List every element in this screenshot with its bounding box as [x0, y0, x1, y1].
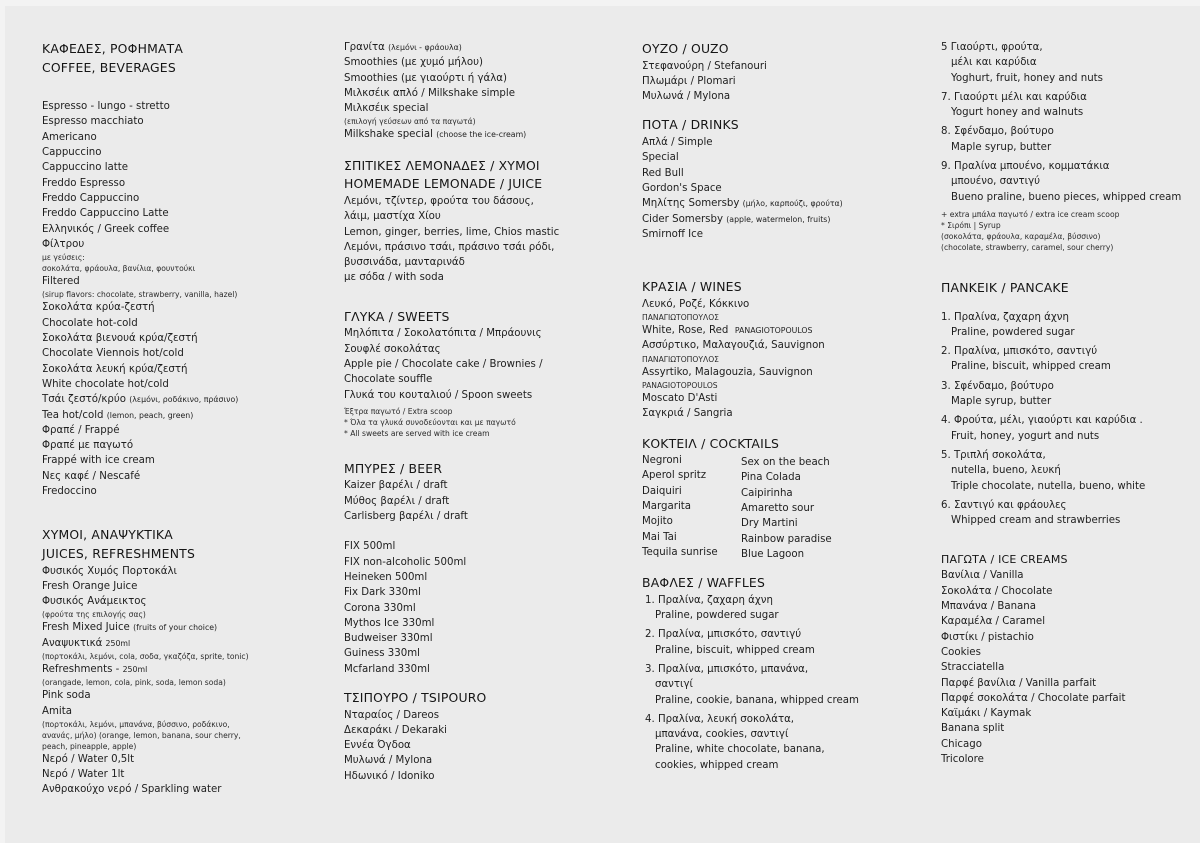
menu-item: Μύθος βαρέλι / draft [344, 495, 450, 507]
section-title-waffles: ΒΑΦΛΕΣ / WAFFLES [642, 575, 766, 591]
menu-item: Smirnoff Ice [642, 228, 704, 240]
menu-item: Φυσικός Ανάμεικτος [42, 596, 147, 608]
cocktail-item: Margarita [642, 501, 692, 513]
menu-item: Νες καφέ / Nescafé [42, 470, 141, 482]
numbered-menu-item [645, 593, 912, 624]
menu-item: Νερό / Water 1lt [42, 769, 125, 781]
cocktail-item: Aperol spritz [642, 470, 707, 482]
numbered-menu-item [941, 310, 1196, 341]
cocktail-item: Mai Tai [642, 531, 677, 543]
menu-item: Μιλκσέικ απλό / Milkshake simple [344, 87, 515, 99]
menu-item: Ελληνικός / Greek coffee [42, 223, 170, 235]
numbered-menu-item [941, 344, 1196, 375]
item-name-en: Maple syrup, butter [951, 396, 1052, 408]
item-name-en: cookies, whipped cream [655, 759, 779, 771]
section-title-juices-en: JUICES, REFRESHMENTS [42, 545, 196, 561]
menu-item: Σοκολάτα κρύα-ζεστή [42, 302, 155, 314]
cocktail-item: Amaretto sour [741, 503, 815, 515]
cocktail-item: Negroni [642, 455, 682, 467]
menu-item: Milkshake special (choose the ice-cream) [344, 129, 527, 141]
menu-item: Special [642, 152, 679, 164]
menu-item: Λευκό, Ροζέ, Κόκκινο [642, 298, 750, 310]
cocktail-item: Pina Colada [741, 472, 801, 484]
menu-item: Fix Dark 330ml [344, 587, 421, 599]
numbered-menu-item [941, 124, 1196, 155]
section-title-juices-gr: ΧΥΜΟΙ, ΑΝΑΨΥΚΤΙΚΑ [42, 527, 173, 543]
menu-item: Red Bull [642, 167, 684, 179]
menu-item: Αναψυκτικά 250ml [42, 637, 131, 649]
menu-item: Παρφέ βανίλια / Vanilla parfait [941, 677, 1097, 689]
menu-item: Kaizer βαρέλι / draft [344, 480, 448, 492]
item-name-gr: μέλι και καρύδια [951, 57, 1037, 69]
item-name-en: Triple chocolate, nutella, bueno, white [951, 480, 1146, 492]
menu-item: White chocolate hot/cold [42, 378, 169, 390]
filter-note: με γεύσεις: [42, 253, 85, 263]
section-title-wines: ΚΡΑΣΙΑ / WINES [642, 279, 742, 295]
menu-item: Tricolore [941, 753, 984, 765]
section-title-coffee-gr: ΚΑΦΕΔΕΣ, ΡΟΦΗΜΑΤΑ [42, 41, 184, 56]
menu-item: Δεκαράκι / Dekaraki [344, 724, 447, 736]
menu-item: Τσάι ζεστό/κρύο (λεμόνι, ροδάκινο, πράσινο) [42, 394, 239, 406]
menu-item: Refreshments - 250ml [42, 663, 148, 675]
menu-item: Banana split [941, 723, 1005, 735]
extras-note: + extra μπάλα παγωτό / extra ice cream scoop [941, 209, 1120, 219]
item-name-gr: 9. Πραλίνα μπουένο, κομματάκια [941, 161, 1110, 173]
menu-column-1 [42, 40, 312, 798]
item-note: (πορτοκάλι, λεμόνι, μπανάνα, βύσσινο, ροδάκινο, [42, 719, 230, 729]
menu-item: Filtered [42, 276, 80, 288]
menu-item: Μυλωνά / Mylona [642, 91, 731, 103]
menu-item: Heineken 500ml [344, 571, 428, 583]
menu-item: Cappuccino [42, 147, 102, 159]
menu-item: Chocolate hot-cold [42, 317, 138, 329]
item-name-en: Whipped cream and strawberries [951, 515, 1121, 527]
cocktail-item: Dry Martini [741, 518, 798, 530]
menu-item: Πλωμάρι / Plomari [642, 75, 736, 87]
menu-column-3 [642, 40, 912, 777]
menu-item: Tea hot/cold (lemon, peach, green) [42, 409, 194, 421]
menu-item: Gordon's Space [642, 182, 722, 194]
menu-item: Παρφέ σοκολάτα / Chocolate parfait [941, 692, 1126, 704]
filtered-flavors-en: (sirup flavors: chocolate, strawberry, vanilla, hazel) [42, 290, 238, 300]
item-name-en: Yogurt honey and walnuts [951, 107, 1084, 119]
menu-column-2 [344, 40, 604, 784]
menu-item: FIX 500ml [344, 541, 396, 553]
numbered-menu-item [941, 40, 1196, 86]
menu-item: Φίλτρου [42, 238, 85, 250]
menu-item: Amita [42, 705, 72, 717]
menu-item: Στεφανούρη / Stefanouri [642, 60, 767, 72]
item-name-en: Yoghurt, fruit, honey and nuts [951, 72, 1103, 84]
section-title-pancake: ΠΑΝΚΕΙΚ / PANCAKE [941, 279, 1069, 295]
menu-item: Φραπέ / Frappé [42, 424, 120, 436]
menu-item: Βανίλια / Vanilla [941, 570, 1024, 582]
wine-producer: ΠΑΝΑΓΙΩΤΟΠΟΥΛΟΣ [642, 354, 719, 364]
menu-item: Λεμόνι, πράσινο τσάι, πράσινο τσάι ρόδι, [344, 241, 555, 253]
menu-item: Moscato D'Asti [642, 392, 718, 404]
menu-item: Espresso - lungo - stretto [42, 101, 170, 113]
section-title-lemonade-gr: ΣΠΙΤΙΚΕΣ ΛΕΜΟΝΑΔΕΣ / ΧΥΜΟΙ [344, 157, 540, 173]
menu-item: Εννέα Όγδοα [344, 740, 411, 752]
item-name-gr: 8. Σφένδαμο, βούτυρο [941, 126, 1054, 138]
menu-item: Chocolate souffle [344, 374, 433, 386]
menu-item: Καραμέλα / Caramel [941, 616, 1046, 628]
item-name-gr: 1. Πραλίνα, ζαχαρη άχνη [645, 594, 773, 606]
menu-item: Cookies [941, 646, 981, 658]
menu-item: Απλά / Simple [642, 137, 713, 149]
menu-item: Ανθρακούχο νερό / Sparkling water [42, 784, 222, 796]
numbered-menu-item [645, 627, 912, 658]
item-name-en: Bueno praline, bueno pieces, whipped cream [951, 191, 1182, 203]
numbered-menu-item [941, 413, 1196, 444]
section-title-ouzo: ΟΥΖΟ / OUZO [642, 41, 729, 56]
wine-producer: ΠΑΝΑΓΙΩΤΟΠΟΥΛΟΣ [642, 313, 719, 323]
cocktail-item: Mojito [642, 516, 673, 528]
item-name-gr: 1. Πραλίνα, ζαχαρη άχνη [941, 311, 1069, 323]
item-name-gr: σαντιγί [655, 679, 693, 691]
menu-item: Σουφλέ σοκολάτας [344, 343, 441, 355]
menu-column-4 [941, 40, 1196, 767]
item-name-gr: 4. Φρούτα, μέλι, γιαούρτι και καρύδια . [941, 415, 1143, 427]
menu-item: Μυλωνά / Mylona [344, 755, 433, 767]
menu-item: Fredoccino [42, 486, 97, 498]
menu-item: Apple pie / Chocolate cake / Brownies / [344, 358, 543, 370]
menu-item: Φραπέ με παγωτό [42, 440, 134, 452]
menu-item: Cider Somersby (apple, watermelon, fruits) [642, 213, 831, 225]
menu-item: Mcfarland 330ml [344, 663, 430, 675]
section-title-icecream: ΠΑΓΩΤΑ / ICE CREAMS [941, 553, 1068, 567]
item-name-en: Fruit, honey, yogurt and nuts [951, 430, 1100, 442]
menu-item: Μιλκσέικ special [344, 103, 429, 115]
menu-item: Chocolate Viennois hot/cold [42, 348, 184, 360]
item-note: (φρούτα της επιλογής σας) [42, 610, 146, 620]
numbered-menu-item [645, 712, 912, 773]
item-name-gr: 3. Πραλίνα, μπισκότο, μπανάνα, [645, 663, 809, 675]
cocktail-item: Rainbow paradise [741, 533, 832, 545]
wine-producer: PANAGIOTOPOULOS [642, 380, 718, 390]
menu-item: White, Rose, Red PANAGIOTOPOULOS [642, 325, 813, 337]
numbered-menu-item [941, 90, 1196, 121]
sweets-note: * Όλα τα γλυκά συνοδεύονται και με παγωτό [344, 417, 516, 427]
menu-item: Σοκολάτα βιενουά κρύα/ζεστή [42, 333, 198, 345]
section-title-coffee-en: COFFEE, BEVERAGES [42, 59, 176, 75]
menu-item: Cappuccino latte [42, 162, 129, 174]
menu-item: Carlisberg βαρέλι / draft [344, 511, 468, 523]
menu-item: Espresso macchiato [42, 116, 144, 128]
numbered-menu-item [645, 662, 912, 708]
sweets-note: Έξτρα παγωτό / Extra scoop [344, 406, 453, 416]
menu-item: Frappé with ice cream [42, 455, 155, 467]
item-name-gr: 5 Γιαούρτι, φρούτα, [941, 42, 1043, 53]
menu-item: Corona 330ml [344, 602, 416, 614]
menu-item: Γλυκά του κουταλιού / Spoon sweets [344, 389, 533, 401]
menu-item: Guiness 330ml [344, 648, 420, 660]
cocktail-item: Daiquiri [642, 485, 682, 497]
cocktail-item: Blue Lagoon [741, 548, 805, 560]
item-name-en: Praline, powdered sugar [951, 326, 1075, 338]
menu-item: FIX non-alcoholic 500ml [344, 556, 467, 568]
cocktails-list [642, 453, 912, 562]
extras-note: (σοκολάτα, φράουλα, καραμέλα, βύσσινο) [941, 231, 1101, 241]
menu-item: Ασσύρτικο, Μαλαγουζιά, Sauvignon [642, 340, 825, 352]
menu-item: Americano [42, 131, 97, 143]
cocktail-item: Tequila sunrise [642, 546, 718, 558]
menu-item: Ηδωνικό / Idoniko [344, 770, 435, 782]
menu-item: Smoothies (με χυμό μήλου) [344, 57, 483, 69]
menu-item: Σαγκριά / Sangria [642, 408, 733, 420]
menu-item: Λεμόνι, τζίντερ, φρούτα του δάσους, [344, 195, 534, 207]
menu-item: Γρανίτα (λεμόνι - φράουλα) [344, 42, 462, 53]
item-note: ανανάς, μήλο) (orange, lemon, banana, sour cherry, [42, 730, 241, 740]
item-name-gr: μπανάνα, cookies, σαντιγί [655, 729, 789, 741]
menu-item: με σόδα / with soda [344, 272, 444, 284]
item-name-gr: nutella, bueno, λευκή [951, 465, 1061, 477]
sweets-note: * All sweets are served with ice cream [344, 428, 490, 438]
item-note: (πορτοκάλι, λεμόνι, cola, σοδα, γκαζόζα, sprite, tonic) [42, 651, 249, 661]
item-name-gr: μπουένο, σαντιγύ [951, 176, 1041, 188]
section-title-drinks: ΠΟΤΑ / DRINKS [642, 117, 739, 133]
menu-item: Stracciatella [941, 662, 1005, 674]
menu-item: Freddo Espresso [42, 177, 126, 189]
extras-note: * Σιρόπι | Syrup [941, 220, 1001, 230]
menu-item: Budweiser 330ml [344, 633, 433, 645]
item-name-gr: 3. Σφένδαμο, βούτυρο [941, 380, 1054, 392]
item-name-gr: 2. Πραλίνα, μπισκότο, σαντιγύ [941, 346, 1098, 358]
item-note: (orangade, lemon, cola, pink, soda, lemon soda) [42, 678, 226, 688]
cocktail-item: Sex on the beach [741, 457, 830, 469]
item-name-gr: 5. Τριπλή σοκολάτα, [941, 449, 1046, 461]
menu-item: Μηλίτης Somersby (μήλο, καρπούζι, φρούτα) [642, 198, 843, 210]
menu-item: Mythos Ice 330ml [344, 617, 435, 629]
numbered-menu-item [941, 379, 1196, 410]
menu-item: Νταραίος / Dareos [344, 709, 440, 721]
item-name-en: Maple syrup, butter [951, 141, 1052, 153]
menu-item: Freddo Cappuccino [42, 192, 140, 204]
numbered-menu-item [941, 498, 1196, 529]
menu-item: Σοκολάτα / Chocolate [941, 585, 1053, 597]
section-title-tsipouro: ΤΣΙΠΟΥΡΟ / TSIPOURO [344, 689, 487, 705]
menu-item: Μπανάνα / Banana [941, 601, 1036, 613]
menu-item: Fresh Mixed Juice (fruits of your choice) [42, 622, 218, 634]
menu-item: Lemon, ginger, berries, lime, Chios mastic [344, 226, 560, 238]
menu-item: λάιμ, μαστίχα Χίου [344, 211, 441, 223]
item-note: (επιλογή γεύσεων από τα παγωτά) [344, 117, 476, 127]
menu-item: Νερό / Water 0,5lt [42, 753, 135, 765]
item-note: peach, pineapple, apple) [42, 741, 137, 751]
item-name-gr: 4. Πραλίνα, λευκή σοκολάτα, [645, 713, 795, 725]
menu-item: Φυσικός Χυμός Πορτοκάλι [42, 565, 177, 577]
section-title-lemonade-en: HOMEMADE LEMONADE / JUICE [344, 176, 543, 192]
item-name-en: Praline, biscuit, whipped cream [655, 644, 815, 656]
cocktail-item: Caipirinha [741, 487, 793, 499]
item-name-gr: 6. Σαντιγύ και φράουλες [941, 499, 1067, 511]
section-title-cocktails: ΚΟΚΤΕΙΛ / COCKTAILS [642, 435, 780, 451]
section-title-sweets: ΓΛΥΚΑ / SWEETS [344, 308, 450, 324]
extras-note: (chocolate, strawberry, caramel, sour cherry) [941, 242, 1114, 252]
menu-item: Chicago [941, 738, 982, 750]
menu-item: Freddo Cappuccino Latte [42, 208, 169, 220]
item-name-en: Praline, white chocolate, banana, [655, 744, 825, 756]
menu-item: Μηλόπιτα / Σοκολατόπιτα / Μπράουνις [344, 328, 542, 340]
filter-flavors-gr: σοκολάτα, φράουλα, βανίλια, φουντούκι [42, 264, 196, 274]
numbered-menu-item [941, 448, 1196, 494]
menu-item: Σοκολάτα λευκή κρύα/ζεστή [42, 363, 188, 375]
item-name-en: Praline, powdered sugar [655, 610, 779, 622]
menu-item: Καϊμάκι / Kaymak [941, 708, 1032, 720]
menu-item: Φιστίκι / pistachio [941, 631, 1034, 643]
menu-item: Pink soda [42, 690, 91, 702]
item-name-en: Praline, cookie, banana, whipped cream [655, 694, 859, 706]
menu-item: Fresh Orange Juice [42, 580, 138, 592]
item-name-gr: 7. Γιαούρτι μέλι και καρύδια [941, 91, 1087, 103]
menu-item: Assyrtiko, Malagouzia, Sauvignon [642, 366, 813, 378]
section-title-beer: ΜΠΥΡΕΣ / BEER [344, 460, 443, 476]
menu-item: Smoothies (με γιαούρτι ή γάλα) [344, 72, 507, 84]
numbered-menu-item [941, 159, 1196, 205]
menu-item: βυσσινάδα, μανταρινάδ [344, 257, 465, 269]
item-name-en: Praline, biscuit, whipped cream [951, 361, 1111, 373]
item-name-gr: 2. Πραλίνα, μπισκότο, σαντιγύ [645, 629, 802, 641]
